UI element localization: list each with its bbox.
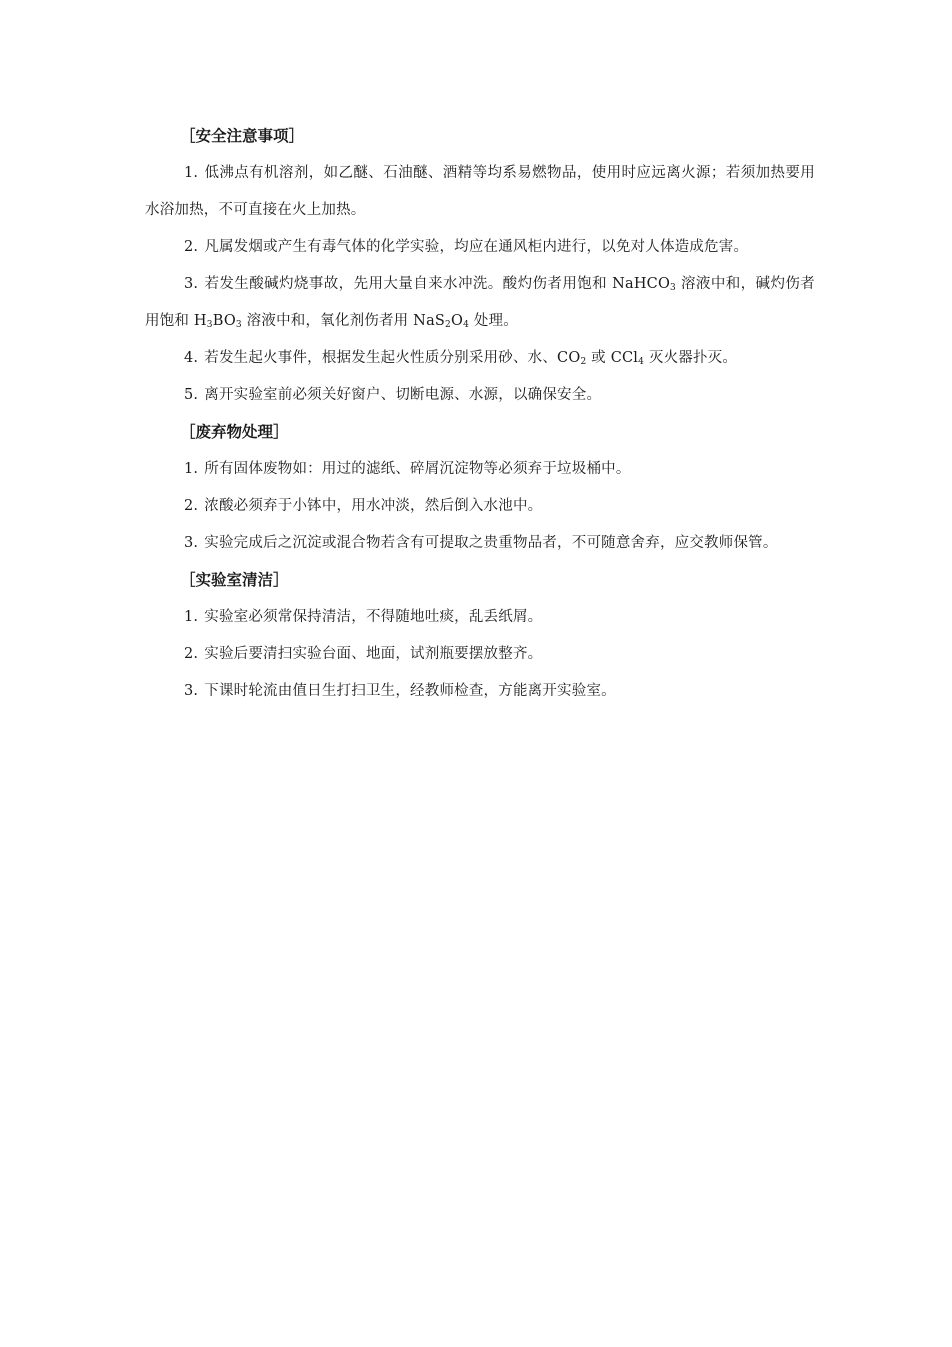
item-text: 离开实验室前必须关好窗户、切断电源、水源，以确保安全。 <box>204 387 602 403</box>
section-title-cleaning: ［实验室清洁］ <box>180 571 289 589</box>
item-text-part: 或 CCl <box>586 350 639 366</box>
item-text: 下课时轮流由值日生打扫卫生，经教师检查，方能离开实验室。 <box>204 683 616 699</box>
cleaning-item-3 <box>145 673 815 710</box>
subscript: 4 <box>638 357 645 367</box>
item-number: 5. <box>184 387 199 403</box>
item-number: 1. <box>184 165 199 181</box>
cleaning-item-2 <box>145 636 815 673</box>
item-number: 2. <box>184 646 199 662</box>
item-number: 1. <box>184 461 199 477</box>
safety-item-4 <box>145 340 815 377</box>
item-number: 3. <box>184 276 199 292</box>
section-title-safety: ［安全注意事项］ <box>180 127 305 145</box>
subscript: 2 <box>445 320 451 330</box>
waste-item-2 <box>145 488 815 525</box>
safety-item-1 <box>145 155 815 229</box>
item-text-part: 若发生起火事件，根据发生起火性质分别采用砂、水、CO <box>204 350 581 366</box>
item-text: 凡属发烟或产生有毒气体的化学实验，均应在通风柜内进行，以免对人体造成危害。 <box>204 239 749 255</box>
waste-item-3 <box>145 525 815 562</box>
item-text-part: 灭火器扑灭。 <box>644 350 738 366</box>
item-text-part: BO <box>212 313 236 329</box>
item-number: 2. <box>184 498 199 514</box>
item-number: 3. <box>184 683 199 699</box>
document-page <box>145 118 815 710</box>
item-number: 1. <box>184 609 199 625</box>
item-text: 浓酸必须弃于小钵中，用水冲淡，然后倒入水池中。 <box>204 498 543 514</box>
item-text-part: 溶液中和，氧化剂伤者用 NaS <box>241 313 446 329</box>
safety-item-2 <box>145 229 815 266</box>
item-text-part: 若发生酸碱灼烧事故，先用大量自来水冲洗。酸灼伤者用饱和 NaHCO <box>204 276 671 292</box>
safety-item-5 <box>145 377 815 414</box>
subscript: 3 <box>670 283 676 293</box>
subscript: 4 <box>463 320 470 330</box>
section-title-waste: ［废弃物处理］ <box>180 423 289 441</box>
item-text: 实验完成后之沉淀或混合物若含有可提取之贵重物品者，不可随意舍弃，应交教师保管。 <box>204 535 778 551</box>
subscript: 3 <box>235 320 242 330</box>
waste-item-1 <box>145 451 815 488</box>
subscript: 2 <box>580 357 587 367</box>
subscript: 3 <box>206 320 213 330</box>
cleaning-item-1 <box>145 599 815 636</box>
item-text: 实验后要清扫实验台面、地面，试剂瓶要摆放整齐。 <box>204 646 543 662</box>
item-text-part: 溶液中和，碱灼伤者用饱和 H <box>145 276 815 329</box>
item-number: 4. <box>184 350 199 366</box>
item-text-part: O <box>450 313 464 329</box>
item-number: 2. <box>184 239 199 255</box>
safety-item-3 <box>145 266 815 340</box>
item-text-part: 处理。 <box>469 313 518 329</box>
item-text: 实验室必须常保持清洁，不得随地吐痰，乱丢纸屑。 <box>204 609 543 625</box>
item-number: 3. <box>184 535 199 551</box>
item-text: 所有固体废物如：用过的滤纸、碎屑沉淀物等必须弃于垃圾桶中。 <box>204 461 631 477</box>
item-text: 低沸点有机溶剂，如乙醚、石油醚、酒精等均系易燃物品，使用时应远离火源；若须加热要用水浴加热，不可直接在火上加热。 <box>145 165 815 218</box>
